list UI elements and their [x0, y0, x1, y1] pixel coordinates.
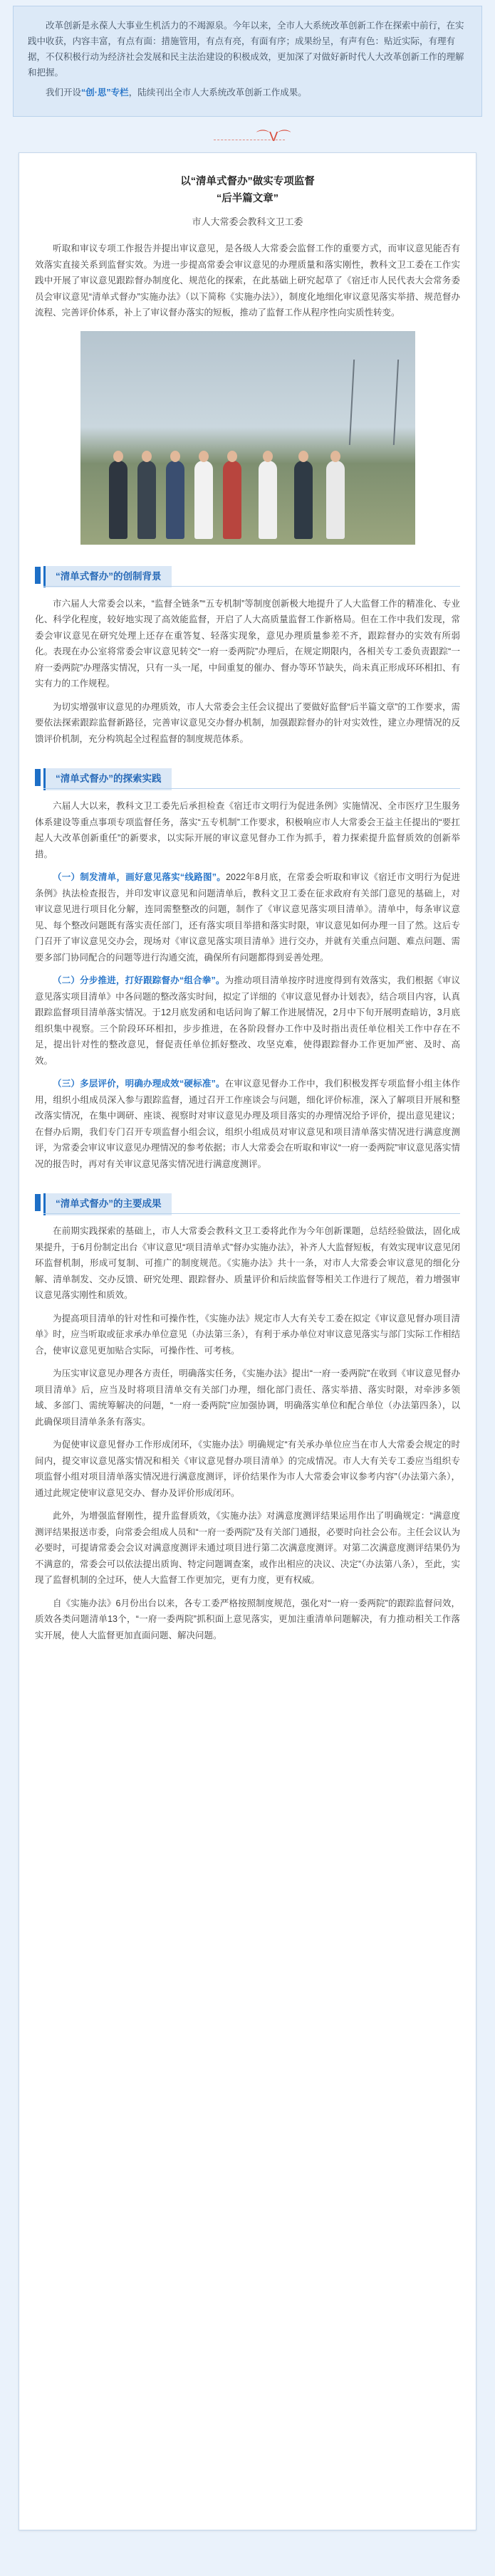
head-shape [227, 451, 237, 462]
paragraph: 六届人大以来，教科文卫工委先后承担检查《宿迁市文明行为促进条例》实施情况、全市医疗卫生服务体系建设等重点事项专项监督任务，落实“五专机制”工作要求，积极响应市人大常委会王益主任提出的“要扛起人大改革创新重任”的新要求，以实际开展的审议意见督办工作为抓手，着力探索提升监督质效的创新举措。 [35, 801, 460, 859]
paragraph: 为压实审议意见办理各方责任，明确落实任务，《实施办法》提出“一府一委两院”在收到《审议意见督办项目清单》后，应当及时将项目清单交有关部门办理，细化部门责任、落实举措、落实时限，对牵涉多领域、多部门、需统筹解决的问题，“一府一委两院”应加强协调，明确落实单位和配合单位（办法第四条），以此确保项目清单条条有落实。 [35, 1368, 460, 1427]
person-shape [294, 461, 313, 539]
paragraph [35, 869, 460, 965]
section-heading-1 [35, 563, 460, 587]
head-shape [199, 451, 209, 462]
section-rule [43, 788, 460, 789]
paragraph: 在前期实践探索的基础上，市人大常委会教科文卫工委将此作为今年创新课题，总结经验做法，固化成果提升，于6月份制定出台《审议意见“项目清单式”督办实施办法》，补齐人大监督短板，有效实现审议意见闭环监督机制，形成可复制、可推广的制度规范。《实施办法》共十一条，对市人大常委会审议意见的细化分解、清单制发、交办反馈、研究处理、跟踪督办、质量评价和后续监督等相关工作进行了规范，着力增强审议意见落实刚性和质效。 [35, 1226, 460, 1300]
person-shape [194, 461, 213, 539]
person-shape [259, 461, 277, 539]
person-shape [326, 461, 345, 539]
article-author: 市人大常委会教科文卫工委 [192, 216, 303, 227]
power-tower-shape [348, 360, 398, 445]
head-shape [263, 451, 273, 462]
paragraph-text: 2022年8月底，在常委会听取和审议《宿迁市文明行为促进条例》执法检查报告，并印发审议意见和问题清单后，教科文卫工委在征求政府有关部门意见的基础上，对审议意见进行项目化分解，连同需整整改的问题，制作了《审议意见落实项目清单》。清单中，每条审议意见、每个整改问题既有落实责任部门，还有落实项目举措和落实时限，审议意见如何办理一目了然。这后专门召开了审议意见交办会，现场对《审议意见落实项目清单》进行交办，并就有关重点问题、难点问题、需要多部门协同配合的问题等进行沟通交流，确保所有问题都得到妥善处理。 [35, 872, 460, 963]
article-body [35, 241, 460, 1643]
page [0, 6, 495, 2576]
section-title: “清单式督办”的探索实践 [43, 768, 172, 790]
section-bar [35, 1194, 41, 1211]
paragraph [35, 973, 460, 1069]
section-bar [35, 567, 41, 584]
head-shape [170, 451, 180, 462]
article-header [35, 159, 460, 234]
article-title-line-1: 以“清单式督办”做实专项监督 [180, 176, 315, 187]
subheading: （二）分步推进，打好跟踪督办“组合拳”。 [53, 975, 225, 985]
head-shape [330, 451, 340, 462]
paragraph: 此外，为增强监督刚性，提升监督质效，《实施办法》对满意度测评结果运用作出了明确规定：“满意度测评结果报送市委，向常委会组成人员和“一府一委两院”及有关部门通报，必要时向社会公布。主任会议认为必要时，可提请常委会会议对满意度测评未通过项目进行第二次满意度测评。对第二次满意度测评结果仍为不满意的，常委会可以依法提出质询、特定问题调查案，或作出相应的决议、决定”（办法第八条），至此，实现了监督机制的全过环，使人大监督工作更加完，更有力度，更有权威。 [35, 1511, 460, 1585]
section-heading-3 [35, 1190, 460, 1215]
paragraph: 为提高项目清单的针对性和可操作性，《实施办法》规定市人大有关专工委在拟定《审议意见督办项目清单》时，应当听取或征求承办单位意见（办法第三条），有利于承办单位对审议意见落实与部门实际工作相结合，使审议意见更加贴合实际，可操作性、可考核。 [35, 1313, 460, 1356]
bird-icon: ⌒ᐯ⌒ [256, 130, 291, 144]
column-intro [13, 6, 482, 117]
section-rule [43, 1213, 460, 1214]
section-title: “清单式督办”的主要成果 [43, 1193, 172, 1215]
article-title-line-2: “后半篇文章” [217, 193, 278, 204]
paragraph [35, 1076, 460, 1172]
section-bar [35, 769, 41, 786]
paragraph: 市六届人大常委会以来，“监督全链条”“五专机制”等制度创新极大地提升了人大监督工作的精准化、专业化、科学化程度，较好地实现了高效能监督，开启了人大高质量监督工作新格局。但在工作中我们发现，常委会审议意见在研究处理上还存在重答复、轻落实现象，意见办理质量参差不齐，跟踪督办的实效有所弱化。表现在办公室将常委会审议意见转交“一府一委两院”办理后，在规定期限内，各相关专工委负责跟踪“一府一委两院”办理落实情况，只有一头一尾，中间重复的催办、督办等环节缺失，尚未真正形成环环相扣、有实有力的工作规程。 [35, 598, 460, 688]
section-title: “清单式督办”的创制背景 [43, 566, 172, 588]
intro-text-before: 我们开设 [46, 88, 82, 98]
section-heading-2 [35, 765, 460, 790]
paragraph-text: 为推动项目清单按序时进度得到有效落实，我们根据《审议意见落实项目清单》中各问题的整改落实时间，拟定了详细的《审议意见督办计划表》，结合项目内容，认真跟踪监督项目清单落实情况。于12月底发函和电话问询了解工作进展情况，2月中下旬开展明查暗访，3月底组织集中视察。三个阶段环环相扣，步步推进，在各阶段督办工作中及时指出责任单位相关工作中存在不足，提出针对性的整改意见，督促责任单位抓好整改、攻坚克难，使得跟踪督办工作更加严密、及时、高效。 [35, 975, 460, 1066]
paragraph-text: 在审议意见督办工作中，我们积极发挥专项监督小组主体作用，组织小组成员深入参与跟踪监督，通过召开工作座谈会与问题，细化评价标准，深入了解项目开展和整改落实情况，在集中调研、座谈、视察时对审议意见办理及项目落实的办理情况给予评价，提出意见建议；在督办后期，我们专门召开专项监督小组会议，组织小组成员对审议意见和项目清单落实情况进行满意度测评，为常委会审议审议意见办理情况的参考依据；市人大常委会在听取和审议“一府一委两院”审议意见落实情况的报告时，再对有关审议意见落实情况进行满意度测评。 [35, 1079, 460, 1169]
subheading: （一）制发清单，画好意见落实“线路图”。 [53, 872, 226, 882]
intro-text-after: ，陆续刊出全市人大系统改革创新工作成果。 [128, 88, 307, 98]
paragraph: 为切实增强审议意见的办理质效，市人大常委会主任会议提出了要做好监督“后半篇文章”的工作要求，需要依法探索跟踪监督新路径，完善审议意见交办督办机制，加强跟踪督办的针对实效性，建立办理情况的反馈评价机制，充分构筑起全过程监督的制度规范体系。 [35, 701, 460, 744]
intro-paragraph-1: 改革创新是永葆人大事业生机活力的不竭源泉。今年以来，全市人大系统改革创新工作在探索中前行，在实践中收获，内容丰富，有点有面：措施管用，有点有亮，有面有序；成果纷呈，有声有色：贴近实际，有理有据，不仅积极行动为经济社会发展和民主法治建设的积极成效，更加深了对做好新时代人大改革创新工作的理解和把握。 [28, 21, 464, 78]
column-name-highlight: “创·思”专栏 [81, 88, 129, 98]
paragraph: 听取和审议专项工作报告并提出审议意见，是各级人大常委会监督工作的重要方式，而审议意见能否有效落实直接关系到监督实效。为进一步提高常委会审议意见的办理质量和落实刚性，教科文卫工委在工作实践中开展了审议意见跟踪督办制度化、规范化的探索，在此基础上研究起草了《宿迁市人民代表大会常务委员会审议意见“清单式督办”实施办法》（以下简称《实施办法》），制度化地细化审议意见落实举措、规范督办流程、完善评价体系，补上了审议督办落实的短板，推动了监督工作从程序性向实质性转变。 [35, 244, 460, 318]
divider [0, 117, 495, 152]
head-shape [113, 451, 123, 462]
person-shape [109, 461, 127, 539]
section-rule [43, 586, 460, 587]
intro-paragraph-2 [28, 85, 467, 100]
person-shape [137, 461, 156, 539]
head-shape [142, 451, 152, 462]
head-shape [298, 451, 308, 462]
article-card [19, 152, 476, 2530]
person-shape [166, 461, 184, 539]
person-shape [223, 461, 241, 539]
subheading: （三）多层评价，明确办理成效“硬标准”。 [53, 1079, 225, 1089]
paragraph: 自《实施办法》6月份出台以来，各专工委严格按照制度规范，强化对“一府一委两院”的跟踪监督问效，质效各类问题清单13个，“一府一委两院”抓积面上意见落实，更加注重清单问题解决，有力推动相关工作落实开展，使人大监督更加直面问题、解决问题。 [35, 1598, 460, 1640]
paragraph: 为促使审议意见督办工作形成闭环，《实施办法》明确规定“有关承办单位应当在市人大常委会规定的时间内，提交审议意见落实情况和相关《审议意见督办项目清单》的完成情况。市人大有关专工委应当组织专项监督小组对项目清单落实情况进行满意度测评，评价结果作为市人大常委会审议参考内容”（办法第六条），通过此规定使审议意见交办、督办及评价形成闭环。 [35, 1440, 460, 1498]
inspection-photo [80, 331, 415, 545]
